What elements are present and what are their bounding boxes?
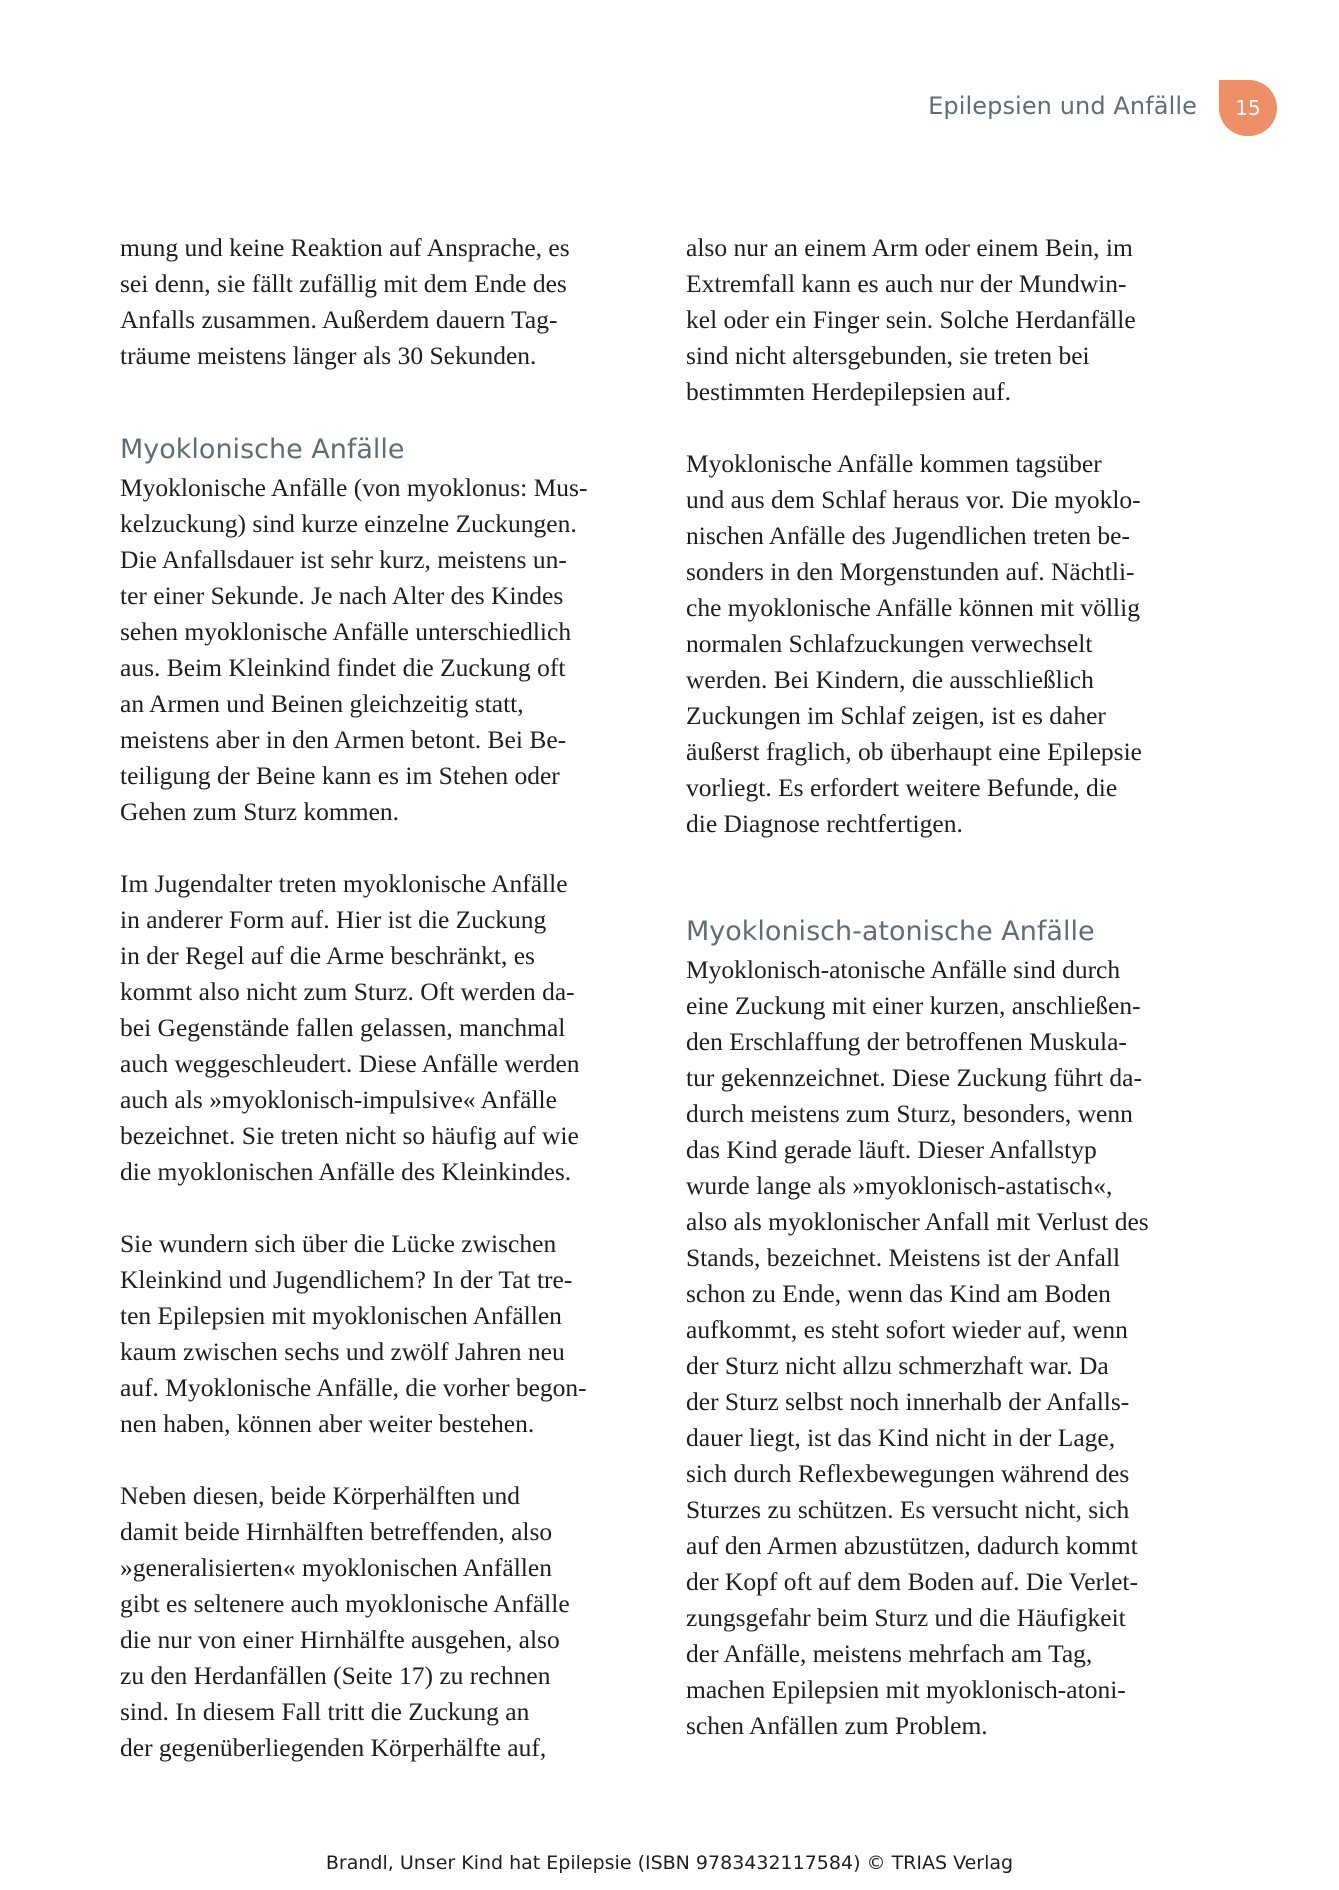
footer-citation: Brandl, Unser Kind hat Epilepsie (ISBN 9783432117584) © TRIAS Verlag <box>325 1852 1014 1874</box>
text-line: che myoklonische Anfälle können mit völlig <box>686 593 1140 622</box>
text-line: kel oder ein Finger sein. Solche Herdanfälle <box>686 305 1136 334</box>
text-line: Sie wundern sich über die Lücke zwischen <box>120 1229 557 1258</box>
text-line: zungsgefahr beim Sturz und die Häufigkeit <box>686 1603 1126 1632</box>
text-line: Anfalls zusammen. Außerdem dauern Tag- <box>120 305 558 334</box>
text-line: dauer liegt, ist das Kind nicht in der Lage, <box>686 1423 1116 1452</box>
page-number-badge: 15 <box>1219 80 1277 136</box>
text-line: kommt also nicht zum Sturz. Oft werden da- <box>120 977 575 1006</box>
text-line: sind. In diesem Fall tritt die Zuckung an <box>120 1697 530 1726</box>
text-line: Im Jugendalter treten myoklonische Anfälle <box>120 869 568 898</box>
text-line: Extremfall kann es auch nur der Mundwin- <box>686 269 1127 298</box>
text-line: zu den Herdanfällen (Seite 17) zu rechnen <box>120 1661 551 1690</box>
heading-myoklonisch-atonische-anfaelle: Myoklonisch-atonische Anfälle <box>686 916 1095 947</box>
text-line: auch als »myoklonisch-impulsive« Anfälle <box>120 1085 557 1114</box>
text-line: Stands, bezeichnet. Meistens ist der Anfall <box>686 1243 1121 1272</box>
text-line: aufkommt, es steht sofort wieder auf, wenn <box>686 1315 1128 1344</box>
text-line: meistens aber in den Armen betont. Bei Be- <box>120 725 567 754</box>
text-line: an Armen und Beinen gleichzeitig statt, <box>120 689 524 718</box>
text-line: die myoklonischen Anfälle des Kleinkindes. <box>120 1157 572 1186</box>
text-line: vorliegt. Es erfordert weitere Befunde, die <box>686 773 1118 802</box>
left-paragraph-2 <box>120 470 640 830</box>
text-line: auch weggeschleudert. Diese Anfälle werden <box>120 1049 580 1078</box>
text-line: Neben diesen, beide Körperhälften und <box>120 1481 521 1510</box>
right-paragraph-3 <box>686 952 1206 1744</box>
text-line: und aus dem Schlaf heraus vor. Die myoklo- <box>686 485 1141 514</box>
left-paragraph-1 <box>120 230 640 374</box>
text-line: bei Gegenstände fallen gelassen, manchmal <box>120 1013 566 1042</box>
text-line: auf. Myoklonische Anfälle, die vorher begon- <box>120 1373 587 1402</box>
text-line: sei denn, sie fällt zufällig mit dem Ende des <box>120 269 567 298</box>
right-paragraph-2 <box>686 446 1206 842</box>
text-line: kelzuckung) sind kurze einzelne Zuckungen. <box>120 509 577 538</box>
text-line: schen Anfällen zum Problem. <box>686 1711 988 1740</box>
text-line: nischen Anfälle des Jugendlichen treten be- <box>686 521 1130 550</box>
text-line: schon zu Ende, wenn das Kind am Boden <box>686 1279 1111 1308</box>
text-line: äußerst fraglich, ob überhaupt eine Epilepsie <box>686 737 1142 766</box>
text-line: der Anfälle, meistens mehrfach am Tag, <box>686 1639 1093 1668</box>
text-line: der Kopf oft auf dem Boden auf. Die Verlet- <box>686 1567 1139 1596</box>
text-line: die nur von einer Hirnhälfte ausgehen, also <box>120 1625 560 1654</box>
text-line: in anderer Form auf. Hier ist die Zuckung <box>120 905 547 934</box>
text-line: Myoklonische Anfälle (von myoklonus: Mus- <box>120 473 588 502</box>
left-paragraph-5 <box>120 1478 640 1766</box>
text-line: sonders in den Morgenstunden auf. Nächtli- <box>686 557 1135 586</box>
text-line: träume meistens länger als 30 Sekunden. <box>120 341 537 370</box>
text-line: gibt es seltenere auch myoklonische Anfälle <box>120 1589 570 1618</box>
text-line: den Erschlaffung der betroffenen Muskula- <box>686 1027 1127 1056</box>
text-line: Kleinkind und Jugendlichem? In der Tat tre- <box>120 1265 573 1294</box>
text-line: der Sturz selbst noch innerhalb der Anfalls- <box>686 1387 1130 1416</box>
text-line: durch meistens zum Sturz, besonders, wenn <box>686 1099 1133 1128</box>
text-line: die Diagnose rechtfertigen. <box>686 809 963 838</box>
text-line: sehen myoklonische Anfälle unterschiedlich <box>120 617 572 646</box>
text-line: damit beide Hirnhälften betreffenden, also <box>120 1517 553 1546</box>
text-line: ten Epilepsien mit myoklonischen Anfällen <box>120 1301 562 1330</box>
text-line: kaum zwischen sechs und zwölf Jahren neu <box>120 1337 565 1366</box>
text-line: teiligung der Beine kann es im Stehen oder <box>120 761 560 790</box>
text-line: »generalisierten« myoklonischen Anfällen <box>120 1553 552 1582</box>
text-line: normalen Schlafzuckungen verwechselt <box>686 629 1093 658</box>
text-line: Myoklonisch-atonische Anfälle sind durch <box>686 955 1121 984</box>
left-column <box>120 230 640 1766</box>
text-line: eine Zuckung mit einer kurzen, anschließen- <box>686 991 1141 1020</box>
text-line: wurde lange als »myoklonisch-astatisch«, <box>686 1171 1113 1200</box>
text-line: Myoklonische Anfälle kommen tagsüber <box>686 449 1102 478</box>
text-line: aus. Beim Kleinkind findet die Zuckung oft <box>120 653 566 682</box>
text-line: nen haben, können aber weiter bestehen. <box>120 1409 535 1438</box>
text-line: sich durch Reflexbewegungen während des <box>686 1459 1130 1488</box>
text-line: das Kind gerade läuft. Dieser Anfallstyp <box>686 1135 1097 1164</box>
text-line: also als myoklonischer Anfall mit Verlust des <box>686 1207 1149 1236</box>
text-line: Sturzes zu schützen. Es versucht nicht, sich <box>686 1495 1130 1524</box>
text-line: der gegenüberliegenden Körperhälfte auf, <box>120 1733 547 1762</box>
running-head: Epilepsien und Anfälle <box>928 92 1197 120</box>
text-line: bezeichnet. Sie treten nicht so häufig auf wie <box>120 1121 579 1150</box>
text-line: sind nicht altersgebunden, sie treten bei <box>686 341 1090 370</box>
text-line: Zuckungen im Schlaf zeigen, ist es daher <box>686 701 1106 730</box>
left-paragraph-4 <box>120 1226 640 1442</box>
right-paragraph-1 <box>686 230 1206 410</box>
text-line: tur gekennzeichnet. Diese Zuckung führt da- <box>686 1063 1142 1092</box>
heading-myoklonische-anfaelle: Myoklonische Anfälle <box>120 434 405 465</box>
text-line: machen Epilepsien mit myoklonisch-atoni- <box>686 1675 1126 1704</box>
text-line: also nur an einem Arm oder einem Bein, im <box>686 233 1133 262</box>
right-column <box>686 230 1206 1744</box>
text-line: in der Regel auf die Arme beschränkt, es <box>120 941 535 970</box>
text-line: auf den Armen abzustützen, dadurch kommt <box>686 1531 1138 1560</box>
text-line: Die Anfallsdauer ist sehr kurz, meistens un- <box>120 545 567 574</box>
text-line: Gehen zum Sturz kommen. <box>120 797 400 826</box>
text-line: ter einer Sekunde. Je nach Alter des Kindes <box>120 581 564 610</box>
text-line: werden. Bei Kindern, die ausschließlich <box>686 665 1094 694</box>
text-line: der Sturz nicht allzu schmerzhaft war. Da <box>686 1351 1109 1380</box>
text-line: bestimmten Herdepilepsien auf. <box>686 377 1012 406</box>
text-line: mung und keine Reaktion auf Ansprache, es <box>120 233 570 262</box>
left-paragraph-3 <box>120 866 640 1190</box>
